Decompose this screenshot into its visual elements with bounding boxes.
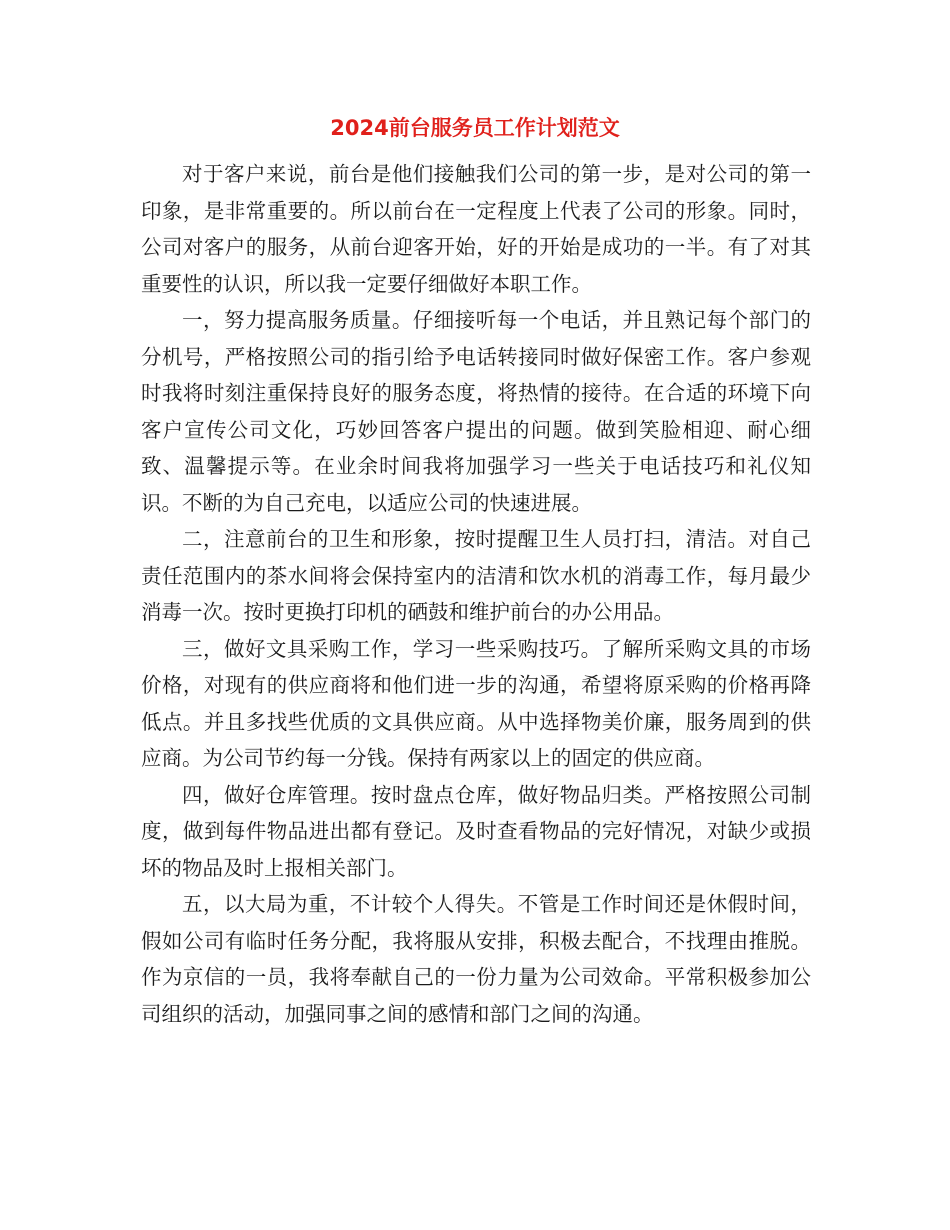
paragraph-teamwork: 五，以大局为重，不计较个人得失。不管是工作时间还是休假时间，假如公司有临时任务分配，我将服从安排，积极去配合，不找理由推脱。作为京信的一员，我将奉献自己的一份力量为公司效命。平常积极参加公司组织的活动，加强同事之间的感情和部门之间的沟通。 xyxy=(141,892,811,1026)
paragraph-intro: 对于客户来说，前台是他们接触我们公司的第一步，是对公司的第一印象，是非常重要的。所以前台在一定程度上代表了公司的形象。同时，公司对客户的服务，从前台迎客开始，好的开始是成功的一半。有了对其重要性的认识，所以我一定要仔细做好本职工作。 xyxy=(141,162,811,296)
paragraph-hygiene-image: 二，注意前台的卫生和形象，按时提醒卫生人员打扫，清洁。对自己责任范围内的茶水间将会保持室内的洁清和饮水机的消毒工作，每月最少消毒一次。按时更换打印机的硒鼓和维护前台的办公用品。 xyxy=(141,527,811,624)
paragraph-stationery-purchasing: 三，做好文具采购工作，学习一些采购技巧。了解所采购文具的市场价格，对现有的供应商将和他们进一步的沟通，希望将原采购的价格再降低点。并且多找些优质的文具供应商。从中选择物美价廉，服务周到的供应商。为公司节约每一分钱。保持有两家以上的固定的供应商。 xyxy=(141,636,811,770)
paragraph-service-quality: 一，努力提高服务质量。仔细接听每一个电话，并且熟记每个部门的分机号，严格按照公司的指引给予电话转接同时做好保密工作。客户参观时我将时刻注重保持良好的服务态度，将热情的接待。在合适的环境下向客户宣传公司文化，巧妙回答客户提出的问题。做到笑脸相迎、耐心细致、温馨提示等。在业余时间我将加强学习一些关于电话技巧和礼仪知识。不断的为自己充电，以适应公司的快速进展。 xyxy=(141,308,811,515)
document-title: 2024前台服务员工作计划范文 xyxy=(330,116,620,140)
paragraph-warehouse-management: 四，做好仓库管理。按时盘点仓库，做好物品归类。严格按照公司制度，做到每件物品进出都有登记。及时查看物品的完好情况，对缺少或损坏的物品及时上报相关部门。 xyxy=(141,782,811,880)
document-body xyxy=(141,156,811,1032)
